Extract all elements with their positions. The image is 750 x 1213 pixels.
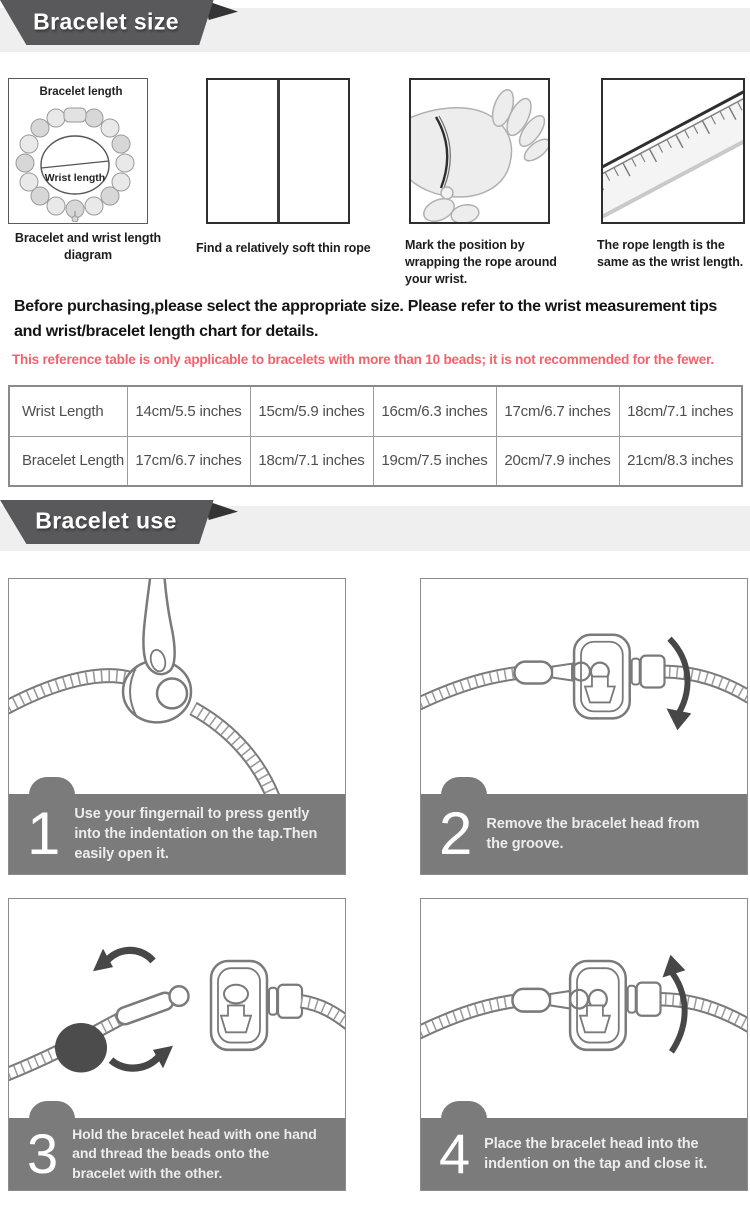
table-row-wrist [9,386,742,436]
step-3-caption-bar [9,1118,345,1190]
step-2-number: 2 [439,800,473,867]
rotate-arrow-icon [111,1054,161,1068]
bracelet-length-value: 19cm/7.5 inches [373,436,496,486]
step-1-number: 1 [27,800,61,867]
bracelet-length-value: 20cm/7.9 inches [496,436,619,486]
bracelet-use-banner [0,500,240,544]
step-3-text: Hold the bracelet head with one hand and thread the beads onto the bracelet with the other. [72,1126,317,1181]
step-4-illustration [421,899,747,1118]
figure-2-caption: Find a relatively soft thin rope [196,241,371,255]
size-table [8,385,743,487]
step-2-text: Remove the bracelet head from the groove. [486,816,700,852]
wrist-measure-svg [411,80,548,222]
size-note-text: This reference table is only applicable to bracelets with more than 10 beads; it is not recommended for the fewer. [12,352,714,367]
step-4-panel [420,898,748,1191]
step-1-caption-bar [9,794,345,874]
step-3-panel [8,898,346,1191]
step-2-svg [421,579,747,794]
step-4-number: 4 [439,1122,471,1185]
rotate-arrow-icon [105,950,153,963]
bracelet-diagram-svg [9,79,146,222]
wrist-measure-image [409,78,550,224]
wrist-length-value: 17cm/6.7 inches [496,386,619,436]
bracelet-diagram-image [8,78,148,224]
wrist-length-value: 14cm/5.5 inches [127,386,250,436]
ruler-svg [603,80,743,222]
step-2-panel [420,578,748,875]
bracelet-length-row-label: Bracelet Length [9,436,127,486]
step-3-number: 3 [27,1122,59,1185]
figure-3-caption: Mark the position by wrapping the rope around your wrist. [405,238,557,286]
table-row-bracelet [9,436,742,486]
step-4-svg [421,899,747,1118]
step-4-text: Place the bracelet head into the indention on the tap and close it. [484,1136,708,1172]
figure-1-caption: Bracelet and wrist length diagram [14,231,162,262]
step-3-svg [9,899,345,1118]
step-1-illustration [9,579,345,794]
step-1-panel [8,578,346,875]
bracelet-size-banner [0,0,240,45]
wrist-length-label: Wrist length [44,172,106,184]
bracelet-length-value: 17cm/6.7 inches [127,436,250,486]
step-2-illustration [421,579,747,794]
wrist-length-row-label: Wrist Length [9,386,127,436]
use-banner-title: Bracelet use [35,507,177,534]
step-1-svg [9,579,345,794]
step-1-text: Use your fingernail to press gently into the indentation on the tap.Then easily open it. [74,806,318,862]
wrist-length-value: 16cm/6.3 inches [373,386,496,436]
figure-4-caption: The rope length is the same as the wrist length. [597,238,744,269]
size-banner-title: Bracelet size [33,7,179,34]
rope-line [277,80,280,222]
bracelet-length-label: Bracelet length [39,86,123,98]
step-3-illustration [9,899,345,1118]
step-4-caption-bar [421,1118,747,1190]
step-2-caption-bar [421,794,747,874]
ruler-image [601,78,745,224]
size-intro-text: Before purchasing,please select the appropriate size. Please refer to the wrist measurement tips and wrist/bracelet length chart for details. [14,298,718,340]
rotate-up-arrow-icon [669,969,684,1052]
bracelet-length-value: 18cm/7.1 inches [250,436,373,486]
rope-image [206,78,350,224]
bracelet-length-value: 21cm/8.3 inches [619,436,742,486]
wrist-length-value: 15cm/5.9 inches [250,386,373,436]
wrist-length-value: 18cm/7.1 inches [619,386,742,436]
